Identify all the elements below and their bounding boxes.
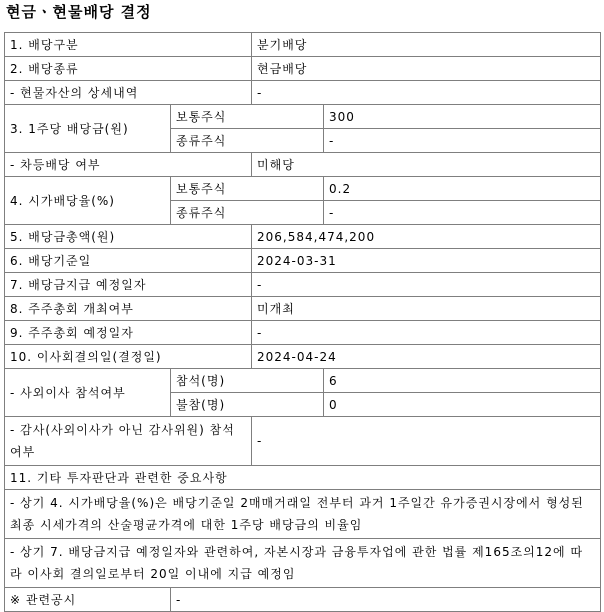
row-label: 4. 시가배당율(%) bbox=[5, 177, 171, 225]
row-value: 현금배당 bbox=[252, 57, 601, 81]
row-value: - bbox=[252, 273, 601, 297]
note-text: - 상기 4. 시가배당율(%)은 배당기준일 2매매거래일 전부터 과거 1주일간 유가증권시장에서 형성된 최종 시세가격의 산술평균가격에 대한 1주당 배당금의 비율임 bbox=[5, 490, 601, 539]
row-sublabel: 종류주식 bbox=[171, 201, 324, 225]
row-label: 2. 배당종류 bbox=[5, 57, 252, 81]
table-row bbox=[5, 539, 601, 588]
table-row bbox=[5, 417, 601, 466]
row-value: - bbox=[252, 417, 601, 466]
row-value: 206,584,474,200 bbox=[252, 225, 601, 249]
table-row bbox=[5, 225, 601, 249]
row-label: 9. 주주총회 예정일자 bbox=[5, 321, 252, 345]
row-label: 7. 배당금지급 예정일자 bbox=[5, 273, 252, 297]
row-value: - bbox=[171, 588, 601, 612]
table-row bbox=[5, 588, 601, 612]
row-value: 미해당 bbox=[252, 153, 601, 177]
row-label: - 차등배당 여부 bbox=[5, 153, 252, 177]
row-label: 3. 1주당 배당금(원) bbox=[5, 105, 171, 153]
row-value: 6 bbox=[324, 369, 601, 393]
page-title: 현금ㆍ현물배당 결정 bbox=[6, 3, 152, 21]
row-value: 2024-03-31 bbox=[252, 249, 601, 273]
row-sublabel: 종류주식 bbox=[171, 129, 324, 153]
row-sublabel: 불참(명) bbox=[171, 393, 324, 417]
table-row bbox=[5, 490, 601, 539]
row-value: - bbox=[252, 321, 601, 345]
table-row bbox=[5, 177, 601, 201]
row-label: 5. 배당금총액(원) bbox=[5, 225, 252, 249]
row-value: 300 bbox=[324, 105, 601, 129]
table-row bbox=[5, 466, 601, 490]
row-label: - 사외이사 참석여부 bbox=[5, 369, 171, 417]
table-row bbox=[5, 105, 601, 129]
table-row bbox=[5, 153, 601, 177]
table-row bbox=[5, 249, 601, 273]
row-value: - bbox=[324, 129, 601, 153]
table-row bbox=[5, 297, 601, 321]
row-value: 0 bbox=[324, 393, 601, 417]
table-row bbox=[5, 57, 601, 81]
row-value: 분기배당 bbox=[252, 33, 601, 57]
table-row bbox=[5, 81, 601, 105]
note-text: - 상기 7. 배당금지급 예정일자와 관련하여, 자본시장과 금융투자업에 관한 법률 제165조의12에 따라 이사회 결의일로부터 20일 이내에 지급 예정임 bbox=[5, 539, 601, 588]
section-heading: 11. 기타 투자판단과 관련한 중요사항 bbox=[5, 466, 601, 490]
row-sublabel: 보통주식 bbox=[171, 105, 324, 129]
row-sublabel: 보통주식 bbox=[171, 177, 324, 201]
row-value: - bbox=[324, 201, 601, 225]
table-row bbox=[5, 321, 601, 345]
row-label: ※ 관련공시 bbox=[5, 588, 171, 612]
row-label: - 현물자산의 상세내역 bbox=[5, 81, 252, 105]
table-row bbox=[5, 273, 601, 297]
table-row bbox=[5, 33, 601, 57]
dividend-disclosure-table bbox=[4, 32, 601, 612]
row-label: 6. 배당기준일 bbox=[5, 249, 252, 273]
row-label: 10. 이사회결의일(결정일) bbox=[5, 345, 252, 369]
row-value: - bbox=[252, 81, 601, 105]
row-value: 미개최 bbox=[252, 297, 601, 321]
row-value: 0.2 bbox=[324, 177, 601, 201]
row-label: - 감사(사외이사가 아닌 감사위원) 참석여부 bbox=[5, 417, 252, 466]
row-sublabel: 참석(명) bbox=[171, 369, 324, 393]
table-row bbox=[5, 369, 601, 393]
row-value: 2024-04-24 bbox=[252, 345, 601, 369]
table-row bbox=[5, 345, 601, 369]
row-label: 1. 배당구분 bbox=[5, 33, 252, 57]
row-label: 8. 주주총회 개최여부 bbox=[5, 297, 252, 321]
